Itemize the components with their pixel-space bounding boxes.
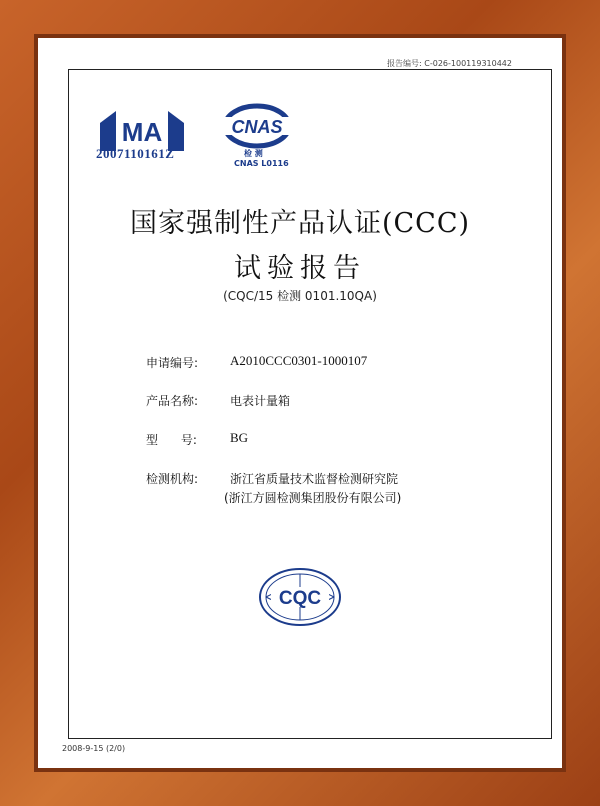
report-number (387, 58, 512, 69)
ma-logo-text: MA (121, 117, 163, 147)
report-number-label: 报告编号: (387, 59, 422, 68)
lab-name: 浙江省质量技术监督检测研究院 (230, 472, 399, 486)
issue-date: 2008-9-15 (2/0) (62, 744, 126, 753)
application-no-value: A2010CCC0301-1000107 (230, 353, 368, 368)
certificate-subtitle-main: 试验报告 (234, 253, 366, 284)
report-number-value: C-026-100119310442 (424, 59, 512, 68)
cma-number: 2007110161Z (96, 146, 175, 161)
cnas-sub-label: 检 测 (244, 149, 263, 158)
model-label: 型 号: (146, 433, 197, 447)
cqc-logo-text: CQC (278, 588, 322, 609)
certificate-title: 国家强制性产品认证(CCC) (129, 208, 471, 239)
model-value: BG (230, 430, 249, 445)
application-no-label: 申请编号: (146, 356, 199, 370)
product-name-value: 电表计量箱 (230, 394, 291, 408)
cqc-logo (257, 566, 343, 628)
certificate-code: (CQC/15 检测 0101.10QA) (223, 289, 377, 303)
lab-company: (浙江方圆检测集团股份有限公司) (224, 491, 402, 505)
cnas-code: CNAS L0116 (234, 159, 289, 168)
certificate-paper (38, 38, 562, 768)
product-name-label: 产品名称: (146, 394, 199, 408)
lab-label: 检测机构: (146, 472, 199, 486)
cnas-logo-text: CNAS (231, 117, 283, 137)
certificate-border (68, 69, 552, 739)
